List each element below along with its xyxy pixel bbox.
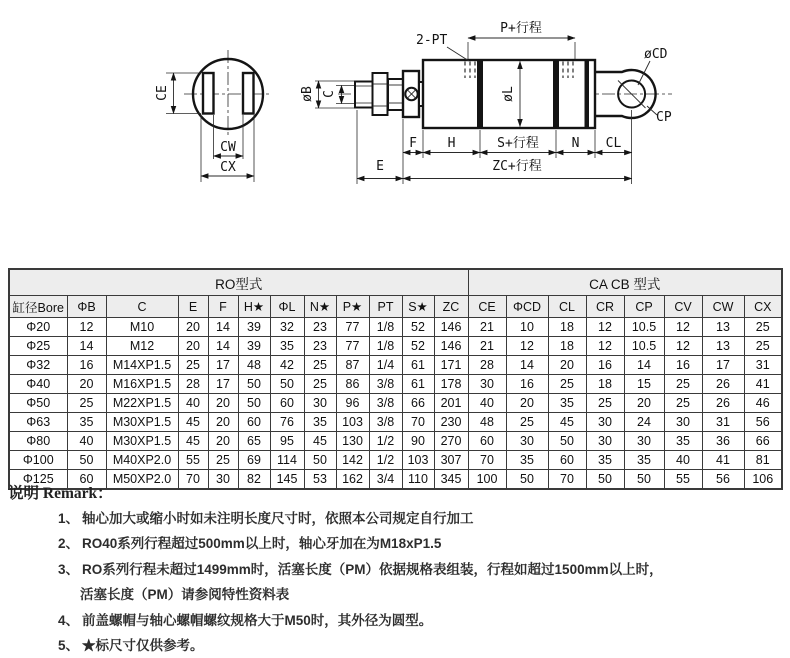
table-cell: 146 xyxy=(434,318,468,337)
table-cell: 10.5 xyxy=(624,318,664,337)
table-cell: 30 xyxy=(208,470,238,490)
table-cell: 28 xyxy=(178,375,208,394)
table-cell: 345 xyxy=(434,470,468,490)
table-group-header: CA CB 型式 xyxy=(468,269,782,296)
table-group-header: RO型式 xyxy=(9,269,468,296)
table-cell: 60 xyxy=(270,394,304,413)
table-cell: 12 xyxy=(67,318,106,337)
table-cell: 70 xyxy=(468,451,506,470)
table-cell: 96 xyxy=(336,394,369,413)
table-cell: 50 xyxy=(238,394,270,413)
table-cell: 10.5 xyxy=(624,337,664,356)
remark-item: 3、 RO系列行程未超过1499mm时，活塞长度（PM）依据规格表组装，行程如超过1500mm以上时， xyxy=(58,561,663,577)
table-cell: 20 xyxy=(178,318,208,337)
remark-item: 2、 RO40系列行程超过500mm以上时，轴心牙加在为M18xP1.5 xyxy=(58,536,442,552)
column-header: CR xyxy=(586,296,624,318)
table-cell: Φ80 xyxy=(9,432,67,451)
table-cell: 60 xyxy=(548,451,586,470)
table-cell: 41 xyxy=(744,375,782,394)
table-cell: 50 xyxy=(548,432,586,451)
dim-label-cp: CP xyxy=(656,110,672,125)
column-header: P★ xyxy=(336,296,369,318)
table-cell: 10 xyxy=(506,318,548,337)
table-cell: 3/4 xyxy=(369,470,402,490)
remark-item: 4、 前盖螺帽与轴心螺帽螺纹规格大于M50时，其外径为圆型。 xyxy=(58,612,433,628)
table-cell: 45 xyxy=(548,413,586,432)
table-cell: 39 xyxy=(238,318,270,337)
table-cell: 70 xyxy=(178,470,208,490)
table-cell: 30 xyxy=(586,413,624,432)
table-cell: Φ20 xyxy=(9,318,67,337)
column-header: S★ xyxy=(402,296,434,318)
table-cell: 53 xyxy=(304,470,336,490)
table-cell: 55 xyxy=(178,451,208,470)
table-row xyxy=(9,432,782,451)
remark-item-number: 1、 xyxy=(58,511,80,526)
table-cell: 77 xyxy=(336,318,369,337)
table-cell: 20 xyxy=(208,394,238,413)
table-cell: 60 xyxy=(67,470,106,490)
table-cell: 69 xyxy=(238,451,270,470)
table-cell: 178 xyxy=(434,375,468,394)
table-cell: 36 xyxy=(702,432,744,451)
table-cell: 20 xyxy=(548,356,586,375)
table-cell: 30 xyxy=(304,394,336,413)
column-header: E xyxy=(178,296,208,318)
table-cell: 30 xyxy=(664,413,702,432)
table-cell: 16 xyxy=(664,356,702,375)
table-cell: 30 xyxy=(586,432,624,451)
table-cell: M14XP1.5 xyxy=(106,356,178,375)
table-cell: 25 xyxy=(208,451,238,470)
column-header: N★ xyxy=(304,296,336,318)
table-cell: 56 xyxy=(744,413,782,432)
table-cell: 90 xyxy=(402,432,434,451)
table-cell: 48 xyxy=(468,413,506,432)
table-cell: 82 xyxy=(238,470,270,490)
rod-thread xyxy=(355,82,373,108)
table-cell: 21 xyxy=(468,337,506,356)
table-cell: 40 xyxy=(178,394,208,413)
table-body xyxy=(9,318,782,490)
table-cell: 18 xyxy=(548,318,586,337)
dim-label-f: F xyxy=(409,136,417,151)
table-cell: 12 xyxy=(586,318,624,337)
table-cell: 95 xyxy=(270,432,304,451)
table-cell: 32 xyxy=(270,318,304,337)
table-cell: Φ100 xyxy=(9,451,67,470)
table-cell: 25 xyxy=(67,394,106,413)
column-header: ΦCD xyxy=(506,296,548,318)
table-cell: 106 xyxy=(744,470,782,490)
table-cell: 60 xyxy=(238,413,270,432)
dim-label-phi-b: øB xyxy=(300,86,315,102)
table-cell: 14 xyxy=(208,318,238,337)
side-view-drawing xyxy=(300,21,672,184)
table-cell: 1/4 xyxy=(369,356,402,375)
dim-label-c: C xyxy=(322,90,337,98)
table-cell: Φ32 xyxy=(9,356,67,375)
table-cell: 66 xyxy=(402,394,434,413)
table-cell: 40 xyxy=(468,394,506,413)
table-cell: 25 xyxy=(548,375,586,394)
table-cell: 35 xyxy=(624,451,664,470)
table-cell: 35 xyxy=(548,394,586,413)
table-cell: 130 xyxy=(336,432,369,451)
table-cell: 114 xyxy=(270,451,304,470)
table-cell: 12 xyxy=(506,337,548,356)
table-cell: 52 xyxy=(402,337,434,356)
table-cell: 45 xyxy=(304,432,336,451)
table-row xyxy=(9,318,782,337)
dim-label-phi-cd: øCD xyxy=(644,47,668,62)
table-cell: 30 xyxy=(624,432,664,451)
remark-item: 5、 ★标尺寸仅供参考。 xyxy=(58,638,204,654)
table-cell: 25 xyxy=(304,375,336,394)
table-cell: 35 xyxy=(664,432,702,451)
table-cell: 16 xyxy=(506,375,548,394)
table-cell: 17 xyxy=(208,375,238,394)
end-view-slot-left xyxy=(203,73,214,114)
table-cell: 110 xyxy=(402,470,434,490)
table-cell: 20 xyxy=(506,394,548,413)
table-cell: 25 xyxy=(586,394,624,413)
table-cell: 26 xyxy=(702,394,744,413)
table-cell: 13 xyxy=(702,337,744,356)
table-cell: 66 xyxy=(744,432,782,451)
table-cell: 15 xyxy=(624,375,664,394)
table-cell: 20 xyxy=(178,337,208,356)
table-cell: 26 xyxy=(702,375,744,394)
table-cell: 61 xyxy=(402,356,434,375)
table-cell: 25 xyxy=(506,413,548,432)
table-cell: 42 xyxy=(270,356,304,375)
table-cell: 45 xyxy=(178,413,208,432)
table-cell: 270 xyxy=(434,432,468,451)
table-cell: 146 xyxy=(434,337,468,356)
table-cell: 39 xyxy=(238,337,270,356)
table-cell: M10 xyxy=(106,318,178,337)
table-cell: 50 xyxy=(304,451,336,470)
table-cell: 103 xyxy=(402,451,434,470)
remark-item-number: 3、 xyxy=(58,561,80,577)
column-header: CX xyxy=(744,296,782,318)
table-cell: 77 xyxy=(336,337,369,356)
table-cell: 50 xyxy=(67,451,106,470)
table-cell: Φ50 xyxy=(9,394,67,413)
table-cell: 100 xyxy=(468,470,506,490)
column-header: CE xyxy=(468,296,506,318)
table-cell: 14 xyxy=(67,337,106,356)
table-cell: 61 xyxy=(402,375,434,394)
table-cell: 35 xyxy=(67,413,106,432)
table-cell: 50 xyxy=(624,470,664,490)
table-cell: 1/8 xyxy=(369,318,402,337)
table-cell: 20 xyxy=(208,432,238,451)
table-cell: 35 xyxy=(270,337,304,356)
table-cell: M16XP1.5 xyxy=(106,375,178,394)
table-row xyxy=(9,394,782,413)
table-cell: M22XP1.5 xyxy=(106,394,178,413)
table-cell: 1/2 xyxy=(369,432,402,451)
table-cell: 55 xyxy=(664,470,702,490)
table-cell: Φ63 xyxy=(9,413,67,432)
remark-item: 活塞长度（PM）请参阅特性资料表 xyxy=(80,587,290,603)
table-cell: 52 xyxy=(402,318,434,337)
table-cell: 35 xyxy=(586,451,624,470)
column-header: CW xyxy=(702,296,744,318)
table-row xyxy=(9,413,782,432)
table-cell: M12 xyxy=(106,337,178,356)
table-row xyxy=(9,451,782,470)
table-cell: 25 xyxy=(664,375,702,394)
table-cell: 171 xyxy=(434,356,468,375)
table-row xyxy=(9,356,782,375)
table-cell: 3/8 xyxy=(369,375,402,394)
table-cell: Φ40 xyxy=(9,375,67,394)
column-header: C xyxy=(106,296,178,318)
table-row xyxy=(9,337,782,356)
table-cell: 23 xyxy=(304,318,336,337)
remark-item-number: 4、 xyxy=(58,612,80,628)
column-header: ΦB xyxy=(67,296,106,318)
table-cell: 16 xyxy=(586,356,624,375)
column-header: H★ xyxy=(238,296,270,318)
table-cell: 46 xyxy=(744,394,782,413)
remark-item-number: 2、 xyxy=(58,536,80,552)
table-cell: 25 xyxy=(178,356,208,375)
table-cell: 3/8 xyxy=(369,394,402,413)
table-cell: 65 xyxy=(238,432,270,451)
dim-label-ce: CE xyxy=(155,85,170,101)
dim-label-e: E xyxy=(376,159,384,174)
table-cell: 1/2 xyxy=(369,451,402,470)
table-cell: 50 xyxy=(506,470,548,490)
table-cell: 17 xyxy=(208,356,238,375)
table-cell: 21 xyxy=(468,318,506,337)
table-cell: 25 xyxy=(744,337,782,356)
table-cell: M30XP1.5 xyxy=(106,413,178,432)
table-cell: M50XP2.0 xyxy=(106,470,178,490)
table-cell: 145 xyxy=(270,470,304,490)
table-cell: 87 xyxy=(336,356,369,375)
remarks-section xyxy=(8,481,786,658)
table-row xyxy=(9,375,782,394)
dim-label-n: N xyxy=(571,136,580,151)
table-cell: 40 xyxy=(664,451,702,470)
table-cell: 24 xyxy=(624,413,664,432)
table-cell: 16 xyxy=(67,356,106,375)
table-cell: 30 xyxy=(468,375,506,394)
column-header: PT xyxy=(369,296,402,318)
table-cell: 14 xyxy=(208,337,238,356)
dim-label-zc-stroke: ZC+行程 xyxy=(492,159,542,174)
table-cell: 20 xyxy=(208,413,238,432)
dim-label-p-stroke: P+行程 xyxy=(500,21,542,36)
table-cell: 86 xyxy=(336,375,369,394)
table-cell: 12 xyxy=(586,337,624,356)
table-cell: 48 xyxy=(238,356,270,375)
table-cell: 50 xyxy=(238,375,270,394)
table-cell: 230 xyxy=(434,413,468,432)
table-cell: 3/8 xyxy=(369,413,402,432)
end-view-drawing xyxy=(155,50,272,182)
table-cell: M30XP1.5 xyxy=(106,432,178,451)
table-cell: Φ125 xyxy=(9,470,67,490)
table-cell: 1/8 xyxy=(369,337,402,356)
column-header: ΦL xyxy=(270,296,304,318)
table-cell: 50 xyxy=(270,375,304,394)
table-cell: 30 xyxy=(506,432,548,451)
table-cell: 12 xyxy=(664,337,702,356)
remark-item: 1、 轴心加大或缩小时如未注明长度尺寸时，依照本公司规定自行加工 xyxy=(58,511,474,526)
table-cell: 35 xyxy=(506,451,548,470)
table-cell: 17 xyxy=(702,356,744,375)
table-cell: 81 xyxy=(744,451,782,470)
end-view-slot-right xyxy=(243,73,254,114)
table-cell: 40 xyxy=(67,432,106,451)
remark-list xyxy=(58,506,786,658)
column-header: CL xyxy=(548,296,586,318)
table-cell: 20 xyxy=(67,375,106,394)
table-cell: 28 xyxy=(468,356,506,375)
table-cell: 25 xyxy=(664,394,702,413)
table-cell: 70 xyxy=(402,413,434,432)
table-cell: 142 xyxy=(336,451,369,470)
table-cell: 162 xyxy=(336,470,369,490)
technical-drawing xyxy=(0,0,790,245)
column-header: CP xyxy=(624,296,664,318)
table-cell: Φ25 xyxy=(9,337,67,356)
table-cell: 31 xyxy=(744,356,782,375)
table-cell: 103 xyxy=(336,413,369,432)
table-cell: 20 xyxy=(624,394,664,413)
dimension-table xyxy=(8,268,783,490)
table-head xyxy=(9,269,782,318)
table-cell: 14 xyxy=(506,356,548,375)
column-header: CV xyxy=(664,296,702,318)
table-cell: 25 xyxy=(304,356,336,375)
table-cell: 45 xyxy=(178,432,208,451)
table-cell: 60 xyxy=(468,432,506,451)
remarks-title: 说明 Remark： xyxy=(8,485,113,502)
table-cell: 41 xyxy=(702,451,744,470)
dim-label-cl: CL xyxy=(605,136,622,151)
dim-label-2pt: 2-PT xyxy=(416,33,448,48)
column-header: F xyxy=(208,296,238,318)
table-cell: 18 xyxy=(548,337,586,356)
table-cell: 56 xyxy=(702,470,744,490)
column-header: 缸径Bore xyxy=(9,296,67,318)
table-cell: 70 xyxy=(548,470,586,490)
table-cell: 18 xyxy=(586,375,624,394)
dim-label-h: H xyxy=(447,136,456,151)
table-cell: 201 xyxy=(434,394,468,413)
table-cell: 76 xyxy=(270,413,304,432)
table-cell: 50 xyxy=(586,470,624,490)
table-cell: 12 xyxy=(664,318,702,337)
dim-label-s-stroke: S+行程 xyxy=(497,136,539,151)
table-cell: 25 xyxy=(744,318,782,337)
table-cell: 35 xyxy=(304,413,336,432)
column-header: ZC xyxy=(434,296,468,318)
table-cell: M40XP2.0 xyxy=(106,451,178,470)
table-cell: 13 xyxy=(702,318,744,337)
table-cell: 307 xyxy=(434,451,468,470)
table-cell: 31 xyxy=(702,413,744,432)
dim-label-phi-l: øL xyxy=(501,86,516,102)
dim-label-cx: CX xyxy=(220,160,236,175)
table-cell: 14 xyxy=(624,356,664,375)
remark-item-number: 5、 xyxy=(58,638,80,654)
rod-nut xyxy=(373,73,388,115)
rod-collar xyxy=(388,79,403,110)
dim-label-cw: CW xyxy=(220,140,236,155)
table-cell: 23 xyxy=(304,337,336,356)
